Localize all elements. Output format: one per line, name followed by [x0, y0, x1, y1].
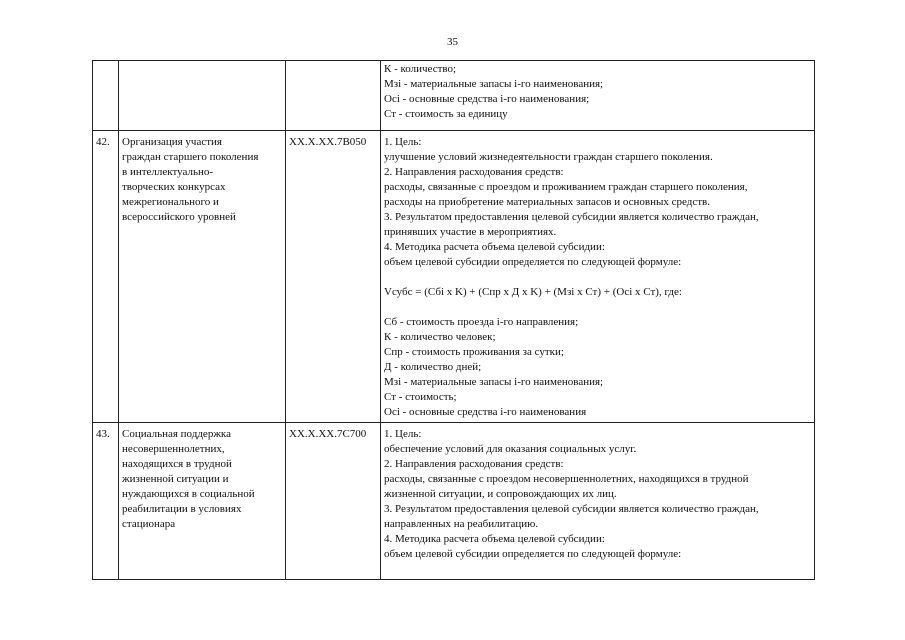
- row-description: [381, 61, 815, 131]
- desc-line: Д - количество дней;: [384, 361, 482, 373]
- name-line: находящихся в трудной: [122, 458, 232, 470]
- desc-line: 4. Методика расчета объема целевой субсидии:: [384, 241, 605, 253]
- row-code: [286, 61, 381, 131]
- name-line: реабилитации в условиях: [122, 503, 242, 515]
- row-number: 43.: [93, 423, 119, 580]
- blank-line: [384, 300, 811, 315]
- page-number: 35: [447, 36, 458, 48]
- desc-line: 1. Цель:: [384, 428, 422, 440]
- name-line: Социальная поддержка: [122, 428, 231, 440]
- row-description: [381, 131, 815, 423]
- desc-line: улучшение условий жизнедеятельности граждан старшего поколения.: [384, 151, 713, 163]
- table-row: [93, 61, 815, 131]
- row-name: [119, 61, 286, 131]
- desc-line: Сб - стоимость проезда i-го направления;: [384, 316, 579, 328]
- name-line: несовершеннолетних,: [122, 443, 225, 455]
- desc-line: Мзi - материальные запасы i-го наименования;: [384, 78, 604, 90]
- desc-line: 4. Методика расчета объема целевой субсидии:: [384, 533, 605, 545]
- name-line: граждан старшего поколения: [122, 151, 259, 163]
- table-row: [93, 131, 815, 423]
- subsidy-table: [92, 60, 815, 580]
- table-row: [93, 423, 815, 580]
- name-line: всероссийского уровней: [122, 211, 236, 223]
- desc-line: принявших участие в мероприятиях.: [384, 226, 557, 238]
- row-name: [119, 423, 286, 580]
- row-number: [93, 61, 119, 131]
- desc-line: направленных на реабилитацию.: [384, 518, 539, 530]
- desc-line: 3. Результатом предоставления целевой субсидии является количество граждан,: [384, 503, 759, 515]
- desc-line: 1. Цель:: [384, 136, 422, 148]
- desc-line: Ст - стоимость за единицу: [384, 108, 508, 120]
- row-name: [119, 131, 286, 423]
- row-code: XX.X.XX.7B050: [286, 131, 381, 423]
- desc-line: Мзi - материальные запасы i-го наименования;: [384, 376, 604, 388]
- desc-line: К - количество человек;: [384, 331, 496, 343]
- desc-line: жизненной ситуации, и сопровождающих их лиц.: [384, 488, 617, 500]
- desc-line: объем целевой субсидии определяется по следующей формуле:: [384, 256, 682, 268]
- desc-line: расходы, связанные с проездом несовершеннолетних, находящихся в трудной: [384, 473, 749, 485]
- desc-line: Осi - основные средства i-го наименования: [384, 406, 587, 418]
- desc-line: Осi - основные средства i-го наименования;: [384, 93, 590, 105]
- desc-line: обеспечение условий для оказания социальных услуг.: [384, 443, 637, 455]
- desc-line: Ст - стоимость;: [384, 391, 457, 403]
- blank-line: [384, 270, 811, 285]
- formula-line: Vсубс = (Сбi x K) + (Спр x Д x K) + (Мзi x Ст) + (Осi x Ст), где:: [384, 286, 682, 298]
- row-code: XX.X.XX.7C700: [286, 423, 381, 580]
- row-description: [381, 423, 815, 580]
- desc-line: Спр - стоимость проживания за сутки;: [384, 346, 564, 358]
- row-number: 42.: [93, 131, 119, 423]
- desc-line: расходы на приобретение материальных запасов и основных средств.: [384, 196, 710, 208]
- desc-line: расходы, связанные с проездом и проживанием граждан старшего поколения,: [384, 181, 748, 193]
- desc-line: 2. Направления расходования средств:: [384, 166, 564, 178]
- name-line: творческих конкурсах: [122, 181, 226, 193]
- desc-line: 2. Направления расходования средств:: [384, 458, 564, 470]
- name-line: жизненной ситуации и: [122, 473, 229, 485]
- name-line: нуждающихся в социальной: [122, 488, 255, 500]
- name-line: в интеллектуально-: [122, 166, 214, 178]
- desc-line: объем целевой субсидии определяется по следующей формуле:: [384, 548, 682, 560]
- desc-line: 3. Результатом предоставления целевой субсидии является количество граждан,: [384, 211, 759, 223]
- desc-line: К - количество;: [384, 63, 457, 75]
- name-line: Организация участия: [122, 136, 222, 148]
- name-line: межрегионального и: [122, 196, 219, 208]
- name-line: стационара: [122, 518, 176, 530]
